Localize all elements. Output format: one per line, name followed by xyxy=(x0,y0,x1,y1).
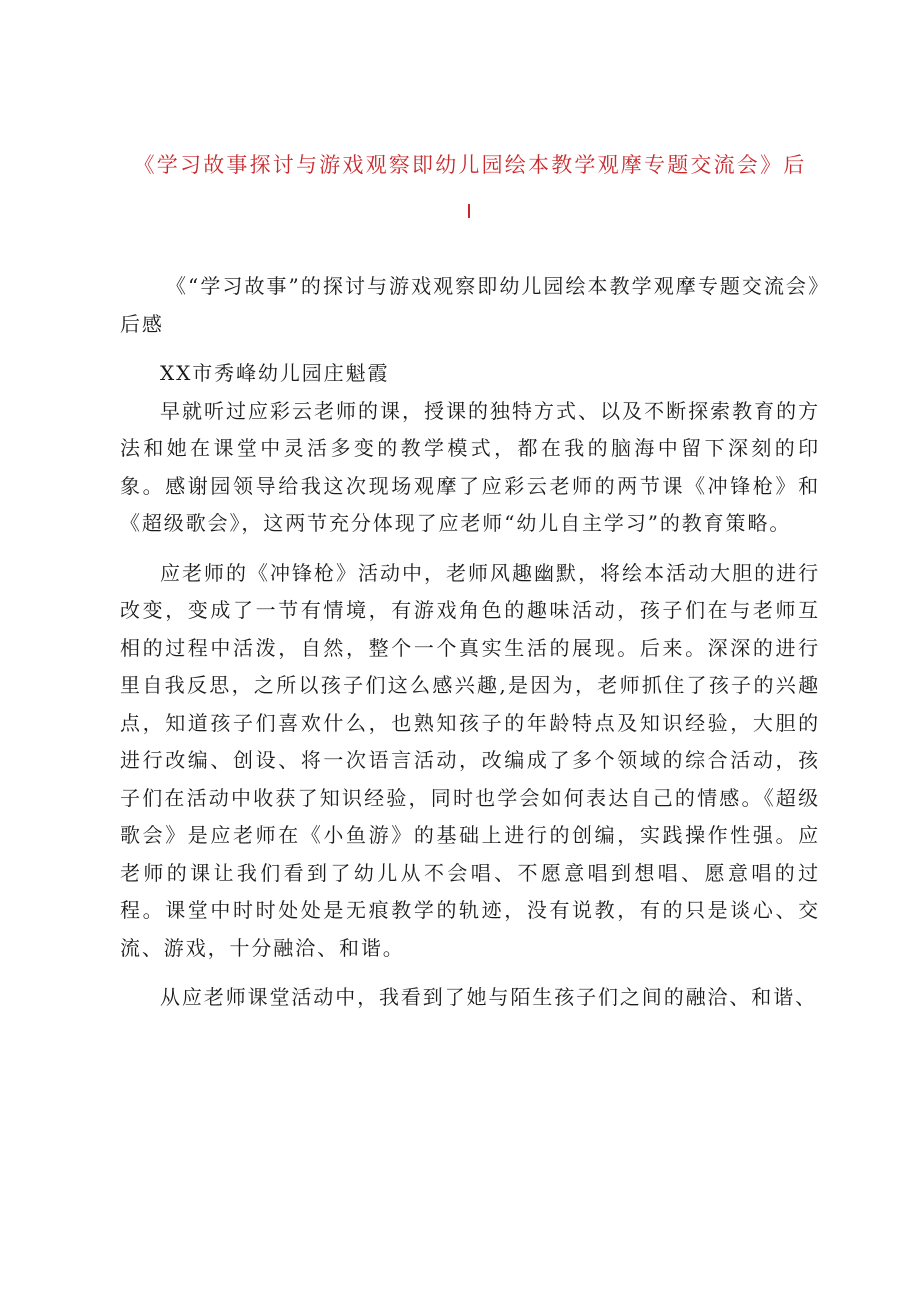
body-paragraph-3: 从应老师课堂活动中，我看到了她与陌生孩子们之间的融洽、和谐、 xyxy=(160,985,817,1009)
body-paragraph-1: 早就听过应彩云老师的课，授课的独特方式、以及不断探索教育的方法和她在课堂中灵活多变的教学模式，都在我的脑海中留下深刻的印象。感谢园领导给我这次现场观摩了应彩云老师的两节课《冲锋枪》和《超级歌会》，这两节充分体现了应老师“幼儿自主学习”的教育策略。 xyxy=(120,398,820,535)
title-continuation-mark xyxy=(468,204,470,218)
author-line: XX市秀峰幼儿园庄魁霞 xyxy=(160,361,390,385)
document-title: 《学习故事探讨与游戏观察即幼儿园绘本教学观摩专题交流会》后 xyxy=(133,153,807,177)
body-paragraph-2: 应老师的《冲锋枪》活动中，老师风趣幽默，将绘本活动大胆的进行改变，变成了一节有情境，有游戏角色的趣味活动，孩子们在与老师互相的过程中活泼，自然，整个一个真实生活的展现。后来。深深的进行里自我反思，之所以孩子们这么感兴趣,是因为，老师抓住了孩子的兴趣点，知道孩子们喜欢什么，也熟知孩子的年龄特点及知识经验，大胆的进行改编、创设、将一次语言活动，改编成了多个领域的综合活动，孩子们在活动中收获了知识经验，同时也学会如何表达自己的情感。《超级歌会》是应老师在《小鱼游》的基础上进行的创编，实践操作性强。应老师的课让我们看到了幼儿从不会唱、不愿意唱到想唱、愿意唱的过程。课堂中时时处处是无痕教学的轨迹，没有说教，有的只是谈心、交流、游戏，十分融洽、和谐。 xyxy=(120,560,820,960)
document-body xyxy=(120,268,820,1017)
document-subtitle: 《“学习故事”的探讨与游戏观察即幼儿园绘本教学观摩专题交流会》后感 xyxy=(120,274,820,336)
